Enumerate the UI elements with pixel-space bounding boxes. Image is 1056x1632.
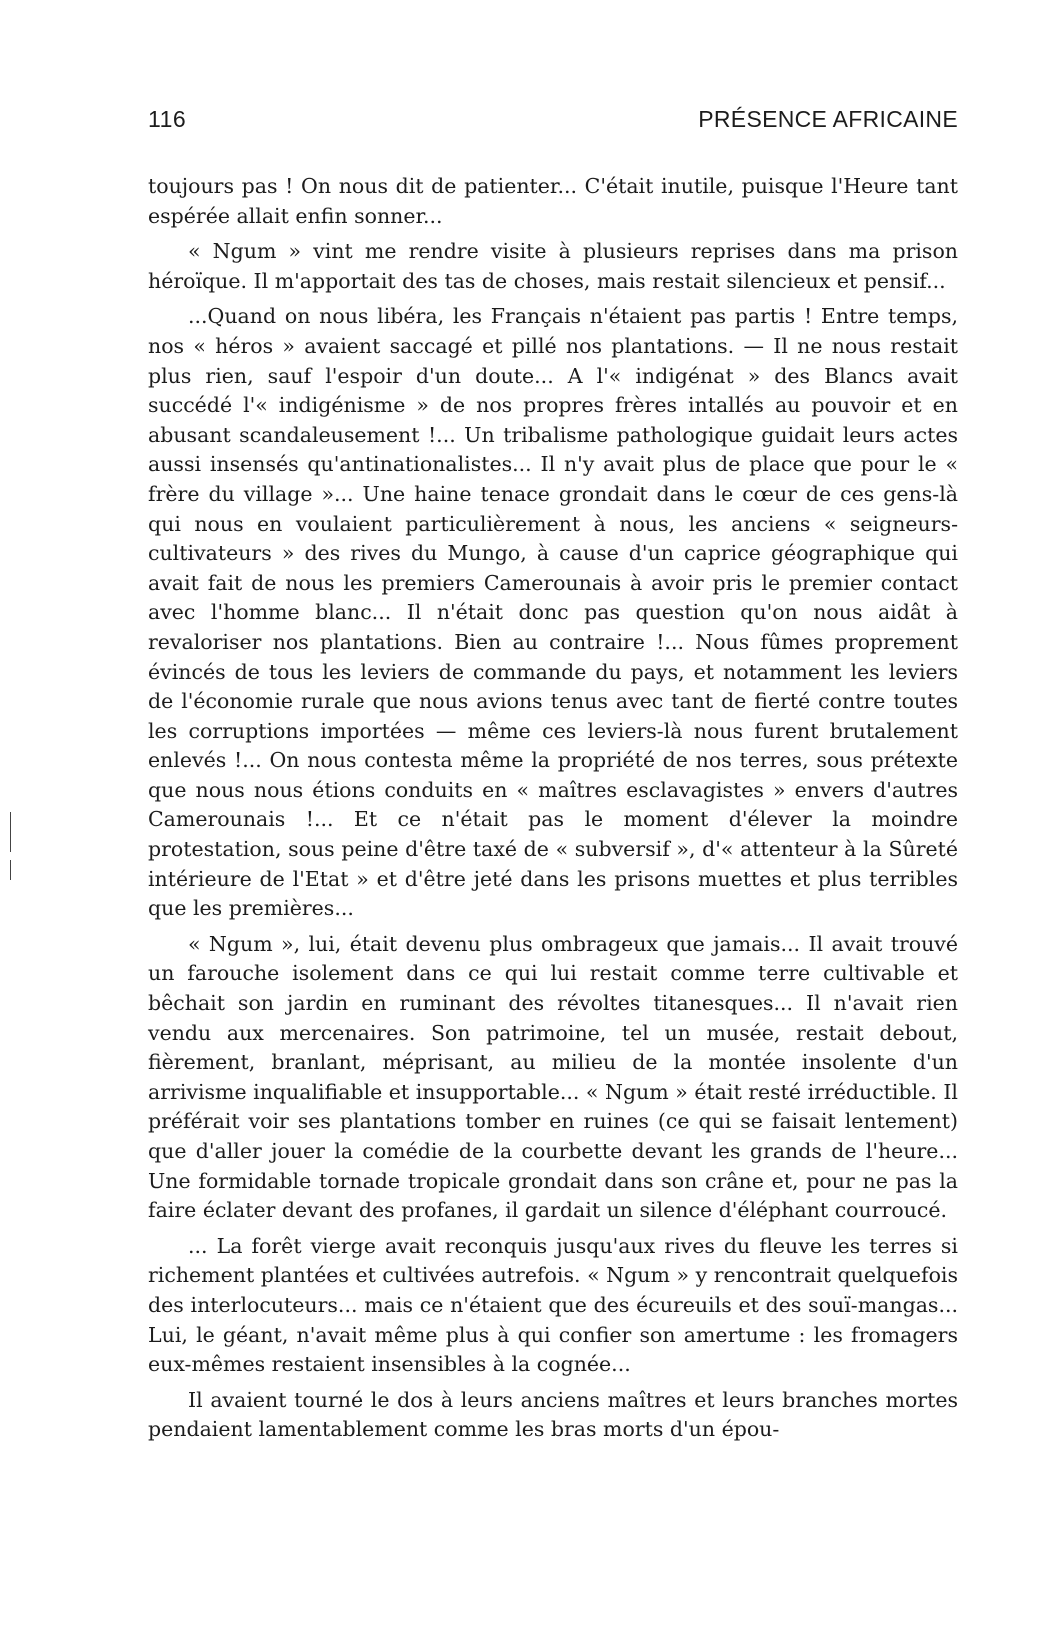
margin-scan-mark [10,812,11,852]
paragraph-liberation: ...Quand on nous libéra, les Français n'étaient pas partis ! Entre temps, nos « héros » avaient saccagé et pillé nos plantations. — Il ne nous restait plus rien, sauf l'espoir d'un doute... A l'« indigénat » des Blancs avait succédé l'« indigénisme » de nos propres frères intallés au pouvoir et en abusant scandaleusement !... Un tribalisme pathologique guidait leurs actes aussi insensés qu'antinationalistes... Il n'y avait plus de place que pour le « frère du village »... Une haine tenace grondait dans le cœur de ces gens-là qui nous en voulaient particulièrement à nous, les anciens « seigneurs-cultivateurs » des rives du Mungo, à cause d'un caprice géographique qui avait fait de nous les premiers Camerounais à avoir pris le premier contact avec l'homme blanc... Il n'était donc pas question qu'on nous aidât à revaloriser nos plantations. Bien au contraire !... Nous fûmes proprement évincés de tous les leviers de commande du pays, et notamment les leviers de l'économie rurale que nous avions tenus avec tant de fierté contre toutes les corruptions importées — même ces leviers-là nous furent brutalement enlevés !... On nous contesta même la propriété de nos terres, sous prétexte que nous nous étions conduits en « maîtres esclavagistes » envers d'autres Camerounais !... Et ce n'était pas le moment d'élever la moindre protestation, sous peine d'être taxé de « subversif », d'« attenteur à la Sûreté intérieure de l'Etat » et d'être jeté dans les prisons muettes et plus terribles que les premières... [148,304,958,921]
paragraph-ngum-visits: « Ngum » vint me rendre visite à plusieurs reprises dans ma prison héroïque. Il m'apportait des tas de choses, mais restait silencieux et pensif... [148,239,958,293]
paragraph-fromagers: Il avaient tourné le dos à leurs anciens maîtres et leurs branches mortes pendaient lamentablement comme les bras morts d'un épou- [148,1387,958,1442]
paragraph-virgin-forest: ... La forêt vierge avait reconquis jusqu'aux rives du fleuve les terres si richement plantées et cultivées autrefois. « Ngum » y rencontrait quelquefois des interlocuteurs... mais ce n'étaient que des écureuils et des souï-mangas... Lui, le géant, n'avait même plus à qui confier son amertume : les fromagers eux-mêmes restaient insensibles à la cognée... [148,1233,958,1377]
running-header [148,106,958,138]
body-text [148,172,958,1445]
margin-scan-mark [10,860,11,880]
page-number: 116 [148,106,187,132]
journal-title: PRÉSENCE AFRICAINE [698,106,958,132]
paragraph-continuation: toujours pas ! On nous dit de patienter... C'était inutile, puisque l'Heure tant espérée allait enfin sonner... [148,174,958,228]
paragraph-ngum-isolation: « Ngum », lui, était devenu plus ombrageux que jamais... Il avait trouvé un farouche isolement dans ce qui lui restait comme terre cultivable et bêchait son jardin en ruminant des révoltes titanesques... Il n'avait rien vendu aux mercenaires. Son patrimoine, tel un musée, restait debout, fièrement, branlant, méprisant, au milieu de la montée insolente d'un arrivisme inqualifiable et insupportable... « Ngum » était resté irréductible. Il préférait voir ses plantations tomber en ruines (ce qui se faisait lentement) que d'aller jouer la comédie de la courbette devant les grands de l'heure... Une formidable tornade tropicale grondait dans son crâne et, pour ne pas la faire éclater devant des profanes, il gardait un silence d'éléphant courroucé. [148,931,958,1223]
